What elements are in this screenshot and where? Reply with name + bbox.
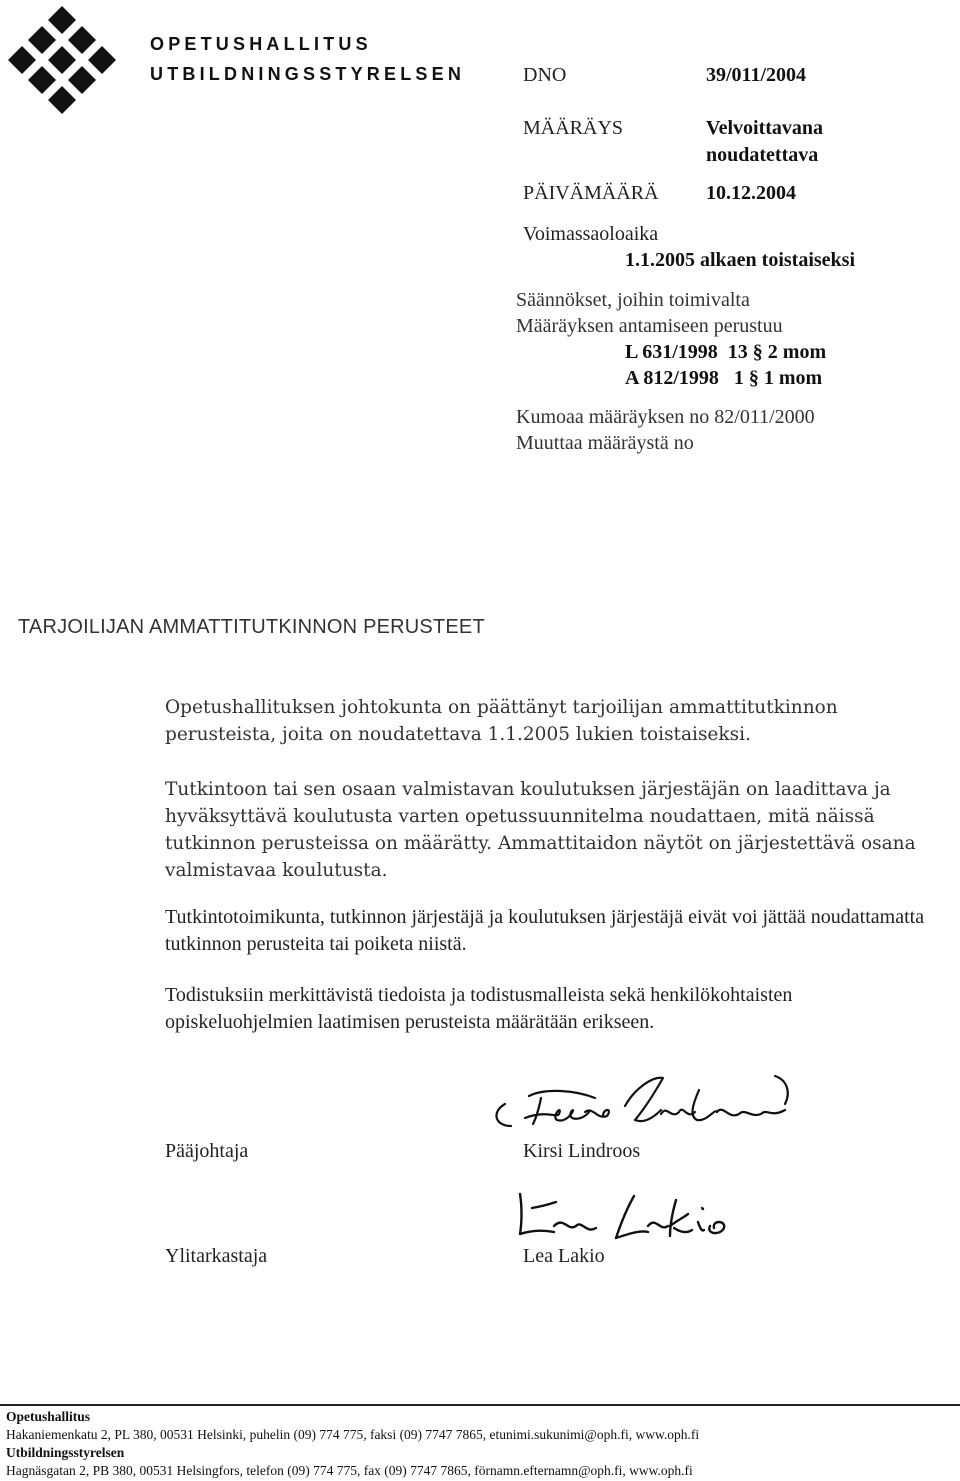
diamond-lattice-logo-icon xyxy=(4,4,120,120)
rules-line-2: Määräyksen antamiseen perustuu xyxy=(516,315,783,337)
maarays-value-2: noudatettava xyxy=(706,144,819,166)
footer-address-sv: Hagnäsgatan 2, PB 380, 00531 Helsingfors, telefon (09) 774 775, fax (09) 7747 7865, förnamn.efternamn@oph.fi, www.oph.fi xyxy=(6,1463,693,1478)
signer-2-role: Ylitarkastaja xyxy=(165,1245,268,1267)
paragraph-1: Opetushallituksen johtokunta on päättänyt tarjoilijan ammattitutkinnon perusteista, joita on noudatettava 1.1.2005 lukien toistaiseksi. xyxy=(165,697,838,745)
paragraph-4: Todistuksiin merkittävistä tiedoista ja todistusmalleista sekä henkilökohtaisten opiskeluohjelmien laatimisen perusteista määrätään erikseen. xyxy=(165,984,793,1033)
paragraph-3: Tutkintotoimikunta, tutkinnon järjestäjä ja koulutuksen järjestäjä eivät voi jättää noudattamatta tutkinnon perusteita tai poiketa niistä. xyxy=(165,906,925,955)
document-title: TARJOILIJAN AMMATTITUTKINNON PERUSTEET xyxy=(18,616,485,638)
repeals-text: Kumoaa määräyksen no 82/011/2000 xyxy=(516,406,815,428)
date-label: PÄIVÄMÄÄRÄ xyxy=(523,182,659,204)
dno-label: DNO xyxy=(523,64,567,86)
validity-value: 1.1.2005 alkaen toistaiseksi xyxy=(625,249,856,271)
signer-2-name: Lea Lakio xyxy=(523,1245,605,1267)
law-reference-2: A 812/1998 1 § 1 mom xyxy=(625,367,823,389)
dno-value: 39/011/2004 xyxy=(706,64,807,86)
maarays-value-1: Velvoittavana xyxy=(706,117,824,139)
amends-text: Muuttaa määräystä no xyxy=(516,432,694,454)
org-name-sv: UTBILDNINGSSTYRELSEN xyxy=(150,64,466,84)
validity-label: Voimassaoloaika xyxy=(523,223,659,245)
signer-1-name: Kirsi Lindroos xyxy=(523,1140,641,1162)
date-value: 10.12.2004 xyxy=(706,182,796,204)
maarays-label: MÄÄRÄYS xyxy=(523,117,624,139)
law-reference-1: L 631/1998 13 § 2 mom xyxy=(625,341,827,363)
signature-lea-lakio xyxy=(510,1186,740,1246)
rules-line-1: Säännökset, joihin toimivalta xyxy=(516,289,750,311)
footer-org-sv: Utbildningsstyrelsen xyxy=(6,1445,125,1460)
footer-address-fi: Hakaniemenkatu 2, PL 380, 00531 Helsinki, puhelin (09) 774 775, faksi (09) 7747 7865, etunimi.sukunimi@oph.fi, www.oph.fi xyxy=(6,1427,700,1442)
footer-divider xyxy=(0,1404,960,1406)
signature-kirsi-lindroos xyxy=(485,1068,805,1138)
org-name-fi: OPETUSHALLITUS xyxy=(150,34,372,54)
footer-org-fi: Opetushallitus xyxy=(6,1409,91,1424)
paragraph-2: Tutkintoon tai sen osaan valmistavan koulutuksen järjestäjän on laadittava ja hyväksyttävä koulutusta varten opetussuunnitelma noudattaen, mitä näissä tutkinnon perusteissa on määrätty. Ammattitaidon näytöt on järjestettävä osana valmistavaa koulutusta. xyxy=(165,779,916,881)
signer-1-role: Pääjohtaja xyxy=(165,1140,249,1162)
